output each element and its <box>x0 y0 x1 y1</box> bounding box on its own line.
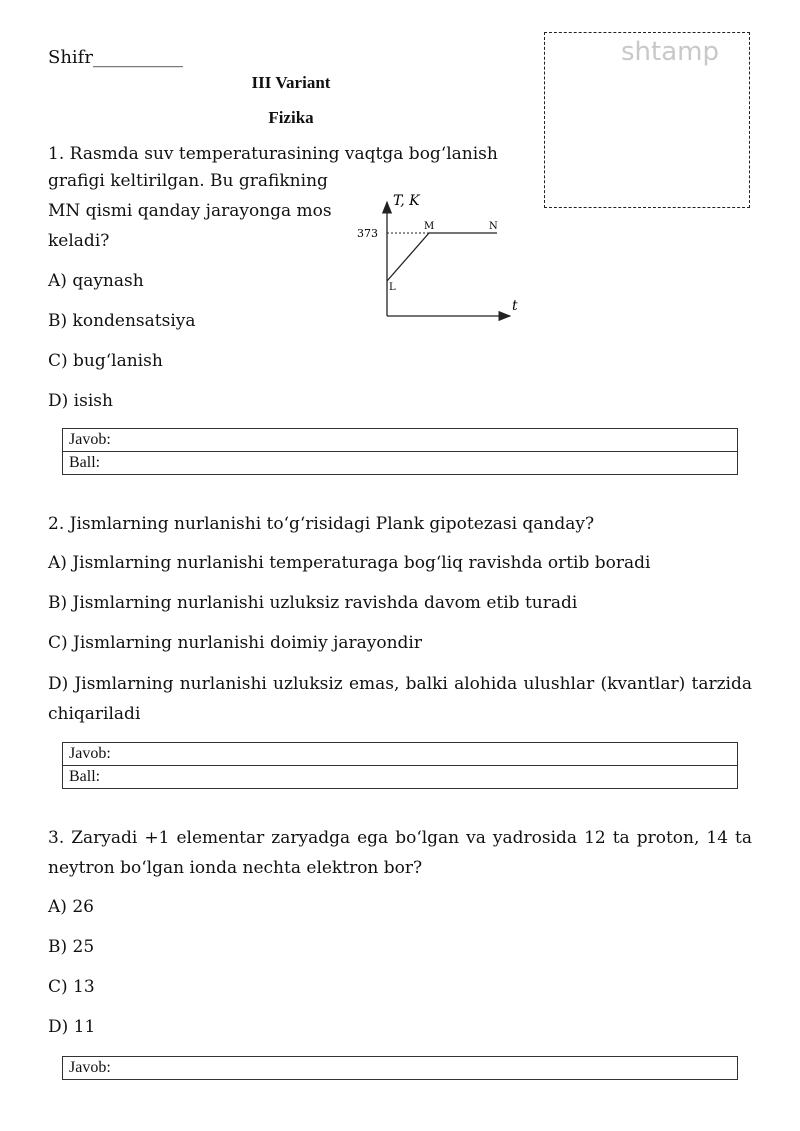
point-N-label: N <box>489 221 498 232</box>
q2-option-c: C) Jismlarning nurlanishi doimiy jarayondir <box>48 633 422 653</box>
q1-text-line1: 1. Rasmda suv temperaturasining vaqtga bog‘lanish <box>48 144 498 164</box>
q2-text: 2. Jismlarning nurlanishi to‘g‘risidagi Plank gipotezasi qanday? <box>48 514 595 534</box>
stamp-label: shtamp <box>621 37 719 67</box>
subject-title: Fizika <box>268 108 314 127</box>
x-axis-label: t <box>512 298 518 314</box>
q2-answer-table <box>62 742 738 789</box>
q3-javob-row[interactable]: Javob: <box>69 1059 111 1076</box>
point-M-label: M <box>424 221 435 232</box>
q3-option-b: B) 25 <box>48 937 95 957</box>
q3-text: 3. Zaryadi +1 elementar zaryadga ega bo‘lgan va yadrosida 12 ta proton, 14 ta neytron bo‘lgan ionda nechta elektron bor? <box>48 828 752 878</box>
segment-LM <box>387 233 429 281</box>
q1-ball-row[interactable]: Ball: <box>69 454 101 471</box>
q2-option-d: D) Jismlarning nurlanishi uzluksiz emas, balki alohida ulushlar (kvantlar) tarzida chiqariladi <box>48 674 752 724</box>
shifr-field: Shifr__________ <box>48 47 183 68</box>
q2-option-a: A) Jismlarning nurlanishi temperaturaga bog‘liq ravishda ortib boradi <box>48 553 651 573</box>
temperature-time-graph <box>350 185 530 325</box>
q3-option-c: C) 13 <box>48 977 95 997</box>
point-L-label: L <box>389 282 396 293</box>
q3-option-a: A) 26 <box>48 897 94 917</box>
q1-javob-row[interactable]: Javob: <box>63 429 737 452</box>
q1-text-line2: grafigi keltirilgan. Bu grafikning <box>48 171 328 191</box>
q2-ball-row[interactable]: Ball: <box>69 768 101 785</box>
q1-text-line3: MN qismi qanday jarayonga mos <box>48 201 332 221</box>
q1-text-line4: keladi? <box>48 231 110 251</box>
stamp-box <box>544 32 750 208</box>
q1-option-c: C) bug‘lanish <box>48 351 163 371</box>
q1-option-d: D) isish <box>48 391 113 411</box>
y-axis-label: T, K <box>393 193 420 209</box>
y-tick-label: 373 <box>357 227 378 240</box>
q1-option-a: A) qaynash <box>48 271 144 291</box>
q3-option-d: D) 11 <box>48 1017 96 1037</box>
q2-javob-row[interactable]: Javob: <box>63 743 737 766</box>
q2-option-b: B) Jismlarning nurlanishi uzluksiz ravishda davom etib turadi <box>48 593 578 613</box>
q1-option-b: B) kondensatsiya <box>48 311 196 331</box>
q3-answer-table <box>62 1056 738 1080</box>
q1-answer-table <box>62 428 738 475</box>
variant-title: III Variant <box>251 73 331 92</box>
